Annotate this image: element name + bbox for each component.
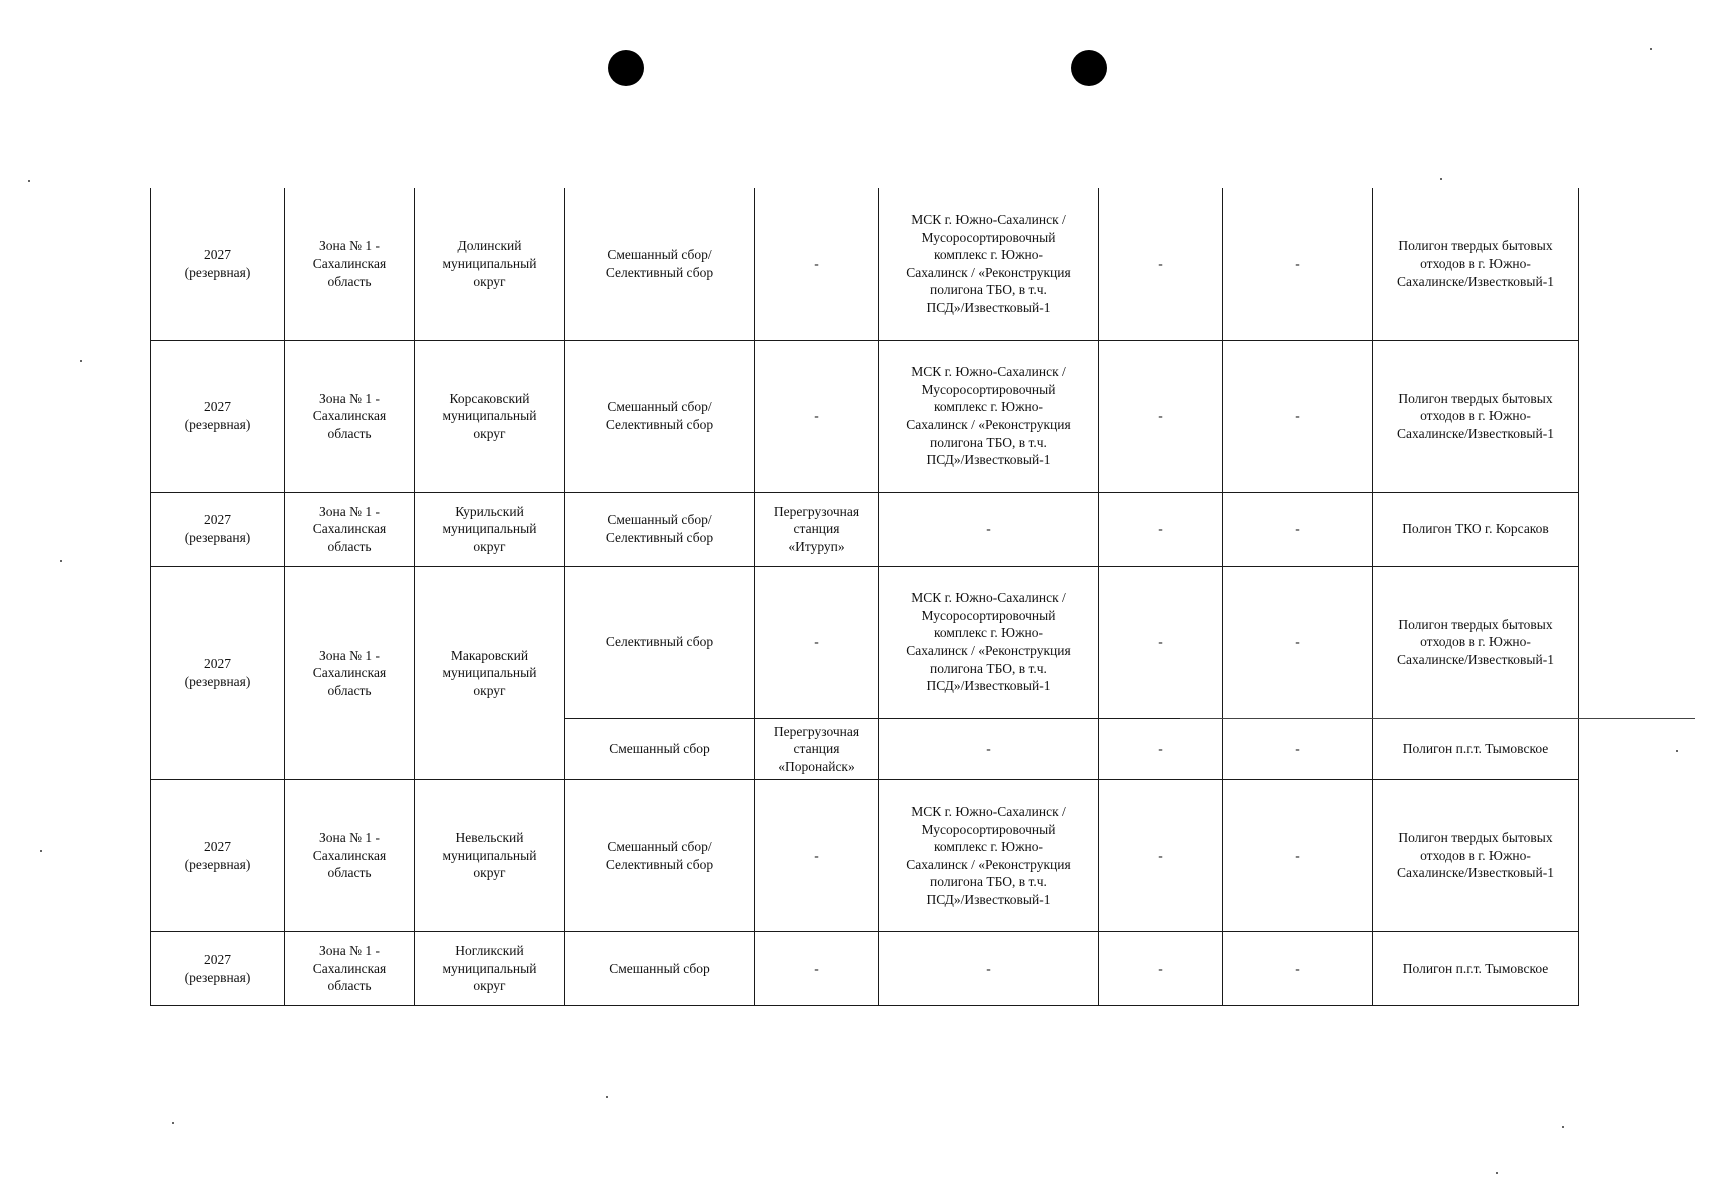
processing-cell: МСК г. Южно-Сахалинск / Мусоросортировочный комплекс г. Южно- Сахалинск / «Реконструкция полигона ТБО, в т.ч. ПСД»/Известковый-1 xyxy=(879,780,1099,932)
col7-cell: - xyxy=(1099,492,1223,566)
processing-cell: - xyxy=(879,932,1099,1006)
zone-cell: Зона № 1 - Сахалинская область xyxy=(285,566,415,780)
transfer-cell: - xyxy=(755,340,879,492)
district-cell: Макаровский муниципальный округ xyxy=(415,566,565,780)
zone-cell: Зона № 1 - Сахалинская область xyxy=(285,340,415,492)
col8-cell: - xyxy=(1223,566,1373,718)
processing-cell: МСК г. Южно-Сахалинск / Мусоросортировочный комплекс г. Южно- Сахалинск / «Реконструкция полигона ТБО, в т.ч. ПСД»/Известковый-1 xyxy=(879,566,1099,718)
scan-speck xyxy=(1650,48,1652,50)
scan-artifact-line xyxy=(1180,718,1695,719)
processing-cell: МСК г. Южно-Сахалинск / Мусоросортировочный комплекс г. Южно- Сахалинск / «Реконструкция полигона ТБО, в т.ч. ПСД»/Известковый-1 xyxy=(879,188,1099,340)
year-cell: 2027 (резервная) xyxy=(151,932,285,1006)
col8-cell: - xyxy=(1223,718,1373,780)
district-cell: Курильский муниципальный округ xyxy=(415,492,565,566)
year-cell: 2027 (резервная) xyxy=(151,340,285,492)
col7-cell: - xyxy=(1099,340,1223,492)
table-row xyxy=(151,492,1579,566)
collection-cell: Смешанный сбор/ Селективный сбор xyxy=(565,492,755,566)
scan-speck xyxy=(1440,178,1442,180)
punch-hole-right xyxy=(1071,50,1107,86)
col7-cell: - xyxy=(1099,188,1223,340)
col8-cell: - xyxy=(1223,188,1373,340)
col7-cell: - xyxy=(1099,780,1223,932)
transfer-cell: Перегрузочная станция «Итуруп» xyxy=(755,492,879,566)
col7-cell: - xyxy=(1099,932,1223,1006)
collection-cell: Селективный сбор xyxy=(565,566,755,718)
scan-speck xyxy=(1562,1126,1564,1128)
landfill-cell: Полигон п.г.т. Тымовское xyxy=(1373,932,1579,1006)
col8-cell: - xyxy=(1223,492,1373,566)
scan-speck xyxy=(1676,750,1678,752)
landfill-cell: Полигон твердых бытовых отходов в г. Южно- Сахалинске/Известковый-1 xyxy=(1373,780,1579,932)
col8-cell: - xyxy=(1223,780,1373,932)
collection-cell: Смешанный сбор/ Селективный сбор xyxy=(565,780,755,932)
landfill-cell: Полигон твердых бытовых отходов в г. Южно- Сахалинске/Известковый-1 xyxy=(1373,188,1579,340)
scan-speck xyxy=(606,1096,608,1098)
district-cell: Ногликский муниципальный округ xyxy=(415,932,565,1006)
landfill-cell: Полигон твердых бытовых отходов в г. Южно- Сахалинске/Известковый-1 xyxy=(1373,340,1579,492)
table-row xyxy=(151,932,1579,1006)
scan-speck xyxy=(1496,1172,1498,1174)
scan-speck xyxy=(60,560,62,562)
district-cell: Невельский муниципальный округ xyxy=(415,780,565,932)
zone-cell: Зона № 1 - Сахалинская область xyxy=(285,492,415,566)
processing-cell: - xyxy=(879,718,1099,780)
scan-speck xyxy=(40,850,42,852)
table-row xyxy=(151,780,1579,932)
waste-routing-table xyxy=(150,188,1579,1006)
collection-cell: Смешанный сбор xyxy=(565,932,755,1006)
scan-speck xyxy=(172,1122,174,1124)
scan-speck xyxy=(28,180,30,182)
year-cell: 2027 (резервная) xyxy=(151,566,285,780)
zone-cell: Зона № 1 - Сахалинская область xyxy=(285,188,415,340)
processing-cell: МСК г. Южно-Сахалинск / Мусоросортировочный комплекс г. Южно- Сахалинск / «Реконструкция полигона ТБО, в т.ч. ПСД»/Известковый-1 xyxy=(879,340,1099,492)
transfer-cell: - xyxy=(755,188,879,340)
year-cell: 2027 (резервная) xyxy=(151,188,285,340)
col8-cell: - xyxy=(1223,932,1373,1006)
table-row xyxy=(151,566,1579,718)
zone-cell: Зона № 1 - Сахалинская область xyxy=(285,780,415,932)
transfer-cell: - xyxy=(755,566,879,718)
landfill-cell: Полигон ТКО г. Корсаков xyxy=(1373,492,1579,566)
collection-cell: Смешанный сбор/ Селективный сбор xyxy=(565,188,755,340)
punch-hole-left xyxy=(608,50,644,86)
landfill-cell: Полигон твердых бытовых отходов в г. Южно- Сахалинске/Известковый-1 xyxy=(1373,566,1579,718)
transfer-cell: Перегрузочная станция «Поронайск» xyxy=(755,718,879,780)
table-row xyxy=(151,188,1579,340)
landfill-cell: Полигон п.г.т. Тымовское xyxy=(1373,718,1579,780)
collection-cell: Смешанный сбор/ Селективный сбор xyxy=(565,340,755,492)
transfer-cell: - xyxy=(755,932,879,1006)
table-row xyxy=(151,340,1579,492)
collection-cell: Смешанный сбор xyxy=(565,718,755,780)
district-cell: Долинский муниципальный округ xyxy=(415,188,565,340)
year-cell: 2027 (резерваня) xyxy=(151,492,285,566)
transfer-cell: - xyxy=(755,780,879,932)
scan-speck xyxy=(80,360,82,362)
district-cell: Корсаковский муниципальный округ xyxy=(415,340,565,492)
zone-cell: Зона № 1 - Сахалинская область xyxy=(285,932,415,1006)
processing-cell: - xyxy=(879,492,1099,566)
col8-cell: - xyxy=(1223,340,1373,492)
year-cell: 2027 (резервная) xyxy=(151,780,285,932)
col7-cell: - xyxy=(1099,566,1223,718)
col7-cell: - xyxy=(1099,718,1223,780)
